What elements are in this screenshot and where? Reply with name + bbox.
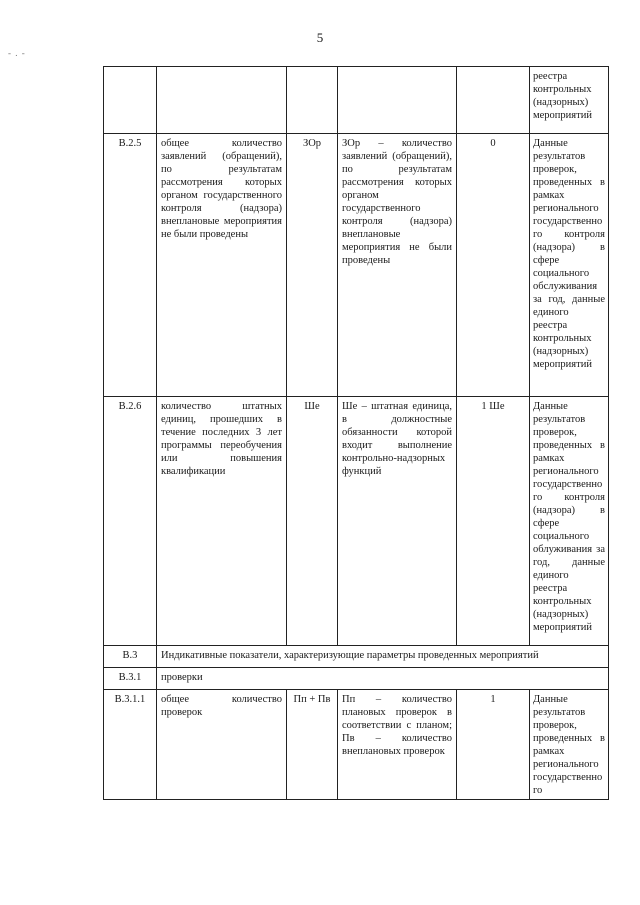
cell-section-title: проверки	[157, 668, 609, 690]
table-row	[104, 668, 609, 690]
cell-symbol	[287, 67, 338, 134]
cell-code: В.3	[104, 646, 157, 668]
cell-description: количество штатных единиц, прошедших в течение последних 3 лет программы переобучения или повышения квалификации	[157, 397, 287, 646]
cell-definition: Ше – штатная единица, в должностные обязанности которой входит выполнение контрольно-надзорных функций	[338, 397, 457, 646]
cell-section-title: Индикативные показатели, характеризующие параметры проведенных мероприятий	[157, 646, 609, 668]
indicators-table	[103, 66, 609, 800]
cell-code: В.2.5	[104, 134, 157, 397]
cell-definition: Пп – количество плановых проверок в соответствии с планом; Пв – количество внеплановых проверок	[338, 690, 457, 800]
table-row	[104, 134, 609, 397]
cell-symbol: Пп + Пв	[287, 690, 338, 800]
cell-source: Данные результатов проверок, проведенных в рамках регионального государственного контроля (надзора) в сфере социального облуживания за год, данные единого реестра контрольных (надзорных) мероприятий	[530, 397, 609, 646]
cell-code: В.2.6	[104, 397, 157, 646]
cell-source: Данные результатов проверок, проведенных в рамках регионального государственного	[530, 690, 609, 800]
margin-mark: - . -	[8, 48, 26, 58]
cell-source: Данные результатов проверок, проведенных в рамках регионального государственного контроля (надзора) в сфере социального обслуживания за год, данные единого реестра контрольных (надзорных) мероприятий	[530, 134, 609, 397]
cell-source: реестра контрольных (надзорных) мероприятий	[530, 67, 609, 134]
cell-value	[457, 67, 530, 134]
table-row	[104, 397, 609, 646]
cell-symbol: ЗОр	[287, 134, 338, 397]
cell-code	[104, 67, 157, 134]
table-row	[104, 646, 609, 668]
page-number: 5	[316, 30, 324, 45]
table-row	[104, 67, 609, 134]
cell-code: В.3.1.1	[104, 690, 157, 800]
cell-code: В.3.1	[104, 668, 157, 690]
cell-value: 0	[457, 134, 530, 397]
table-row	[104, 690, 609, 800]
cell-definition: ЗОр – количество заявлений (обращений), по результатам рассмотрения которых органом государственного контроля (надзора) внеплановые мероприятия не были проведены	[338, 134, 457, 397]
cell-description	[157, 67, 287, 134]
cell-description: общее количество проверок	[157, 690, 287, 800]
cell-description: общее количество заявлений (обращений), по результатам рассмотрения которых органом государственного контроля (надзора) внеплановые мероприятия не были проведены	[157, 134, 287, 397]
cell-value: 1 Ше	[457, 397, 530, 646]
cell-symbol: Ше	[287, 397, 338, 646]
cell-value: 1	[457, 690, 530, 800]
cell-definition	[338, 67, 457, 134]
